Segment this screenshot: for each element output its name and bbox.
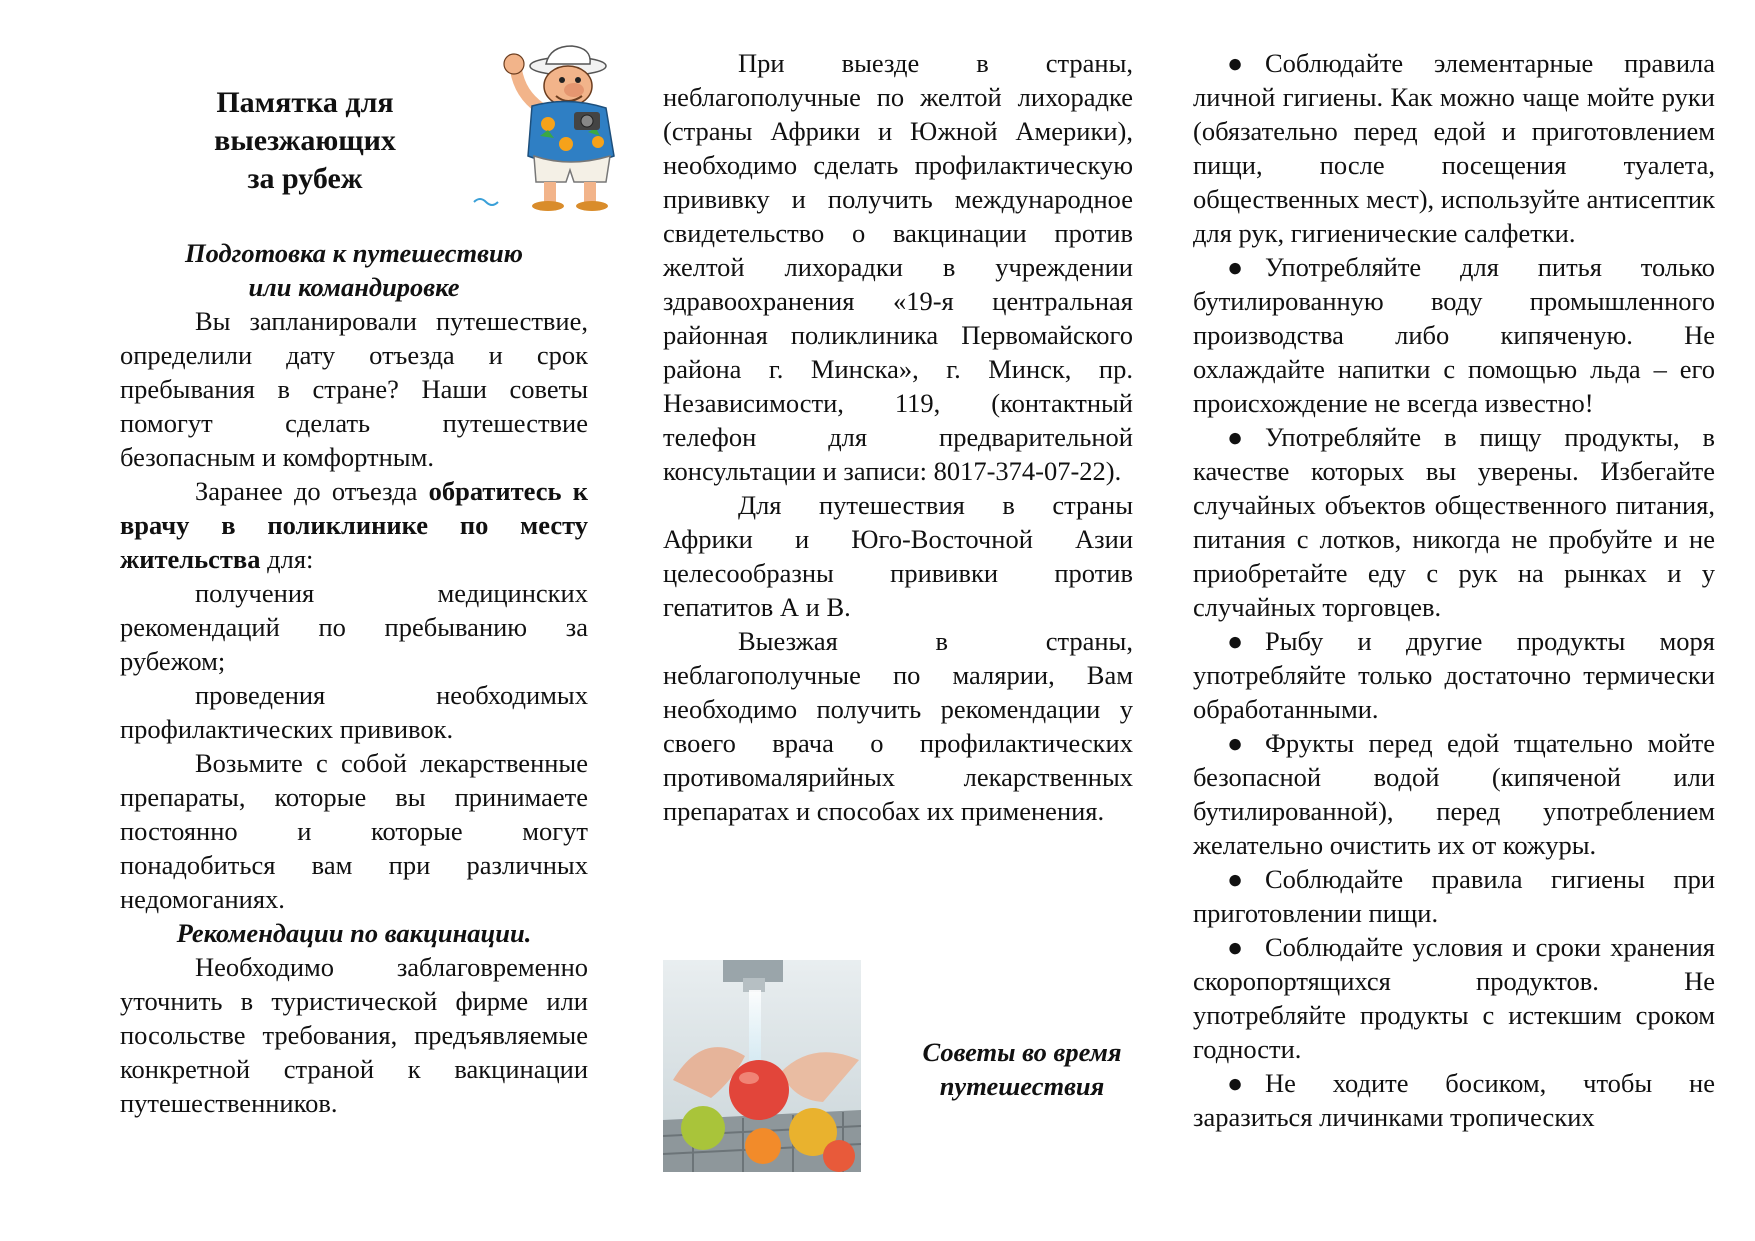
paragraph-malaria: Выезжая в страны, неблагополучные по малярии, Вам необходимо получить рекомендации у своего врача о профилактических противомалярийных лекарственных препаратах и способах их применения. bbox=[663, 626, 1133, 826]
section-heading-vaccination: Рекомендации по вакцинации. bbox=[176, 918, 532, 948]
heading-line-2: или командировке bbox=[248, 272, 460, 302]
column-2 bbox=[663, 0, 1133, 828]
bullet-marker: ● bbox=[1227, 1068, 1244, 1098]
column-3 bbox=[1193, 0, 1715, 1134]
bullet-item bbox=[1193, 46, 1715, 250]
advice-line-1: Советы во время bbox=[922, 1037, 1122, 1067]
title-line-2: выезжающих bbox=[214, 124, 396, 157]
bullet-text: Фрукты перед едой тщательно мойте безопасной водой (кипяченой или бутилированной), перед употреблением желательно очистить их от кожуры. bbox=[1193, 728, 1715, 860]
bullet-marker: ● bbox=[1227, 728, 1244, 758]
bullet-marker: ● bbox=[1227, 252, 1244, 282]
paragraph-vaccination-requirements: Необходимо заблаговременно уточнить в туристической фирме или посольстве требования, предъявляемые конкретной страной к вакцинации путешественников. bbox=[120, 952, 588, 1118]
consult-bold-text: обратитесь к врачу в поликлинике по месту жительства bbox=[120, 476, 589, 574]
bullet-item bbox=[1193, 420, 1715, 624]
paragraph-consult-doctor bbox=[120, 474, 588, 576]
bullet-item bbox=[1193, 624, 1715, 726]
bullet-marker: ● bbox=[1227, 932, 1244, 962]
title-line-1: Памятка для bbox=[216, 86, 394, 119]
bullet-text: Соблюдайте правила гигиены при приготовлении пищи. bbox=[1193, 864, 1715, 928]
washing-fruit-photo bbox=[663, 960, 861, 1172]
bullet-text: Не ходите босиком, чтобы не заразиться личинками тропических bbox=[1193, 1068, 1715, 1132]
bullet-marker: ● bbox=[1227, 422, 1244, 452]
bullet-text: Соблюдайте элементарные правила личной гигиены. Как можно чаще мойте руки (обязательно перед едой и приготовлением пищи, после посещения туалета, общественных мест), используйте антисептик для рук, гигиенические салфетки. bbox=[1193, 48, 1715, 248]
consult-tail-text: для: bbox=[260, 544, 314, 574]
title-line-3: за рубеж bbox=[247, 162, 363, 195]
paragraph-medicines: Возьмите с собой лекарственные препараты, которые вы принимаете постоянно и которые могут понадобиться вам при различных недомоганиях. bbox=[120, 748, 588, 914]
bullet-item bbox=[1193, 250, 1715, 420]
bullet-text: Употребляйте для питья только бутилированную воду промышленного производства либо кипяченую. Не охлаждайте напитки с помощью льда – его происхождение не всегда известно! bbox=[1193, 252, 1715, 418]
column-1 bbox=[120, 0, 588, 1120]
section-heading-travel-advice bbox=[912, 1035, 1132, 1103]
paragraph-vaccinations: проведения необходимых профилактических прививок. bbox=[120, 680, 588, 744]
consult-lead-text: Заранее до отъезда bbox=[195, 476, 429, 506]
bullet-item bbox=[1193, 726, 1715, 862]
heading-line-1: Подготовка к путешествию bbox=[184, 238, 524, 268]
bullet-text: Соблюдайте условия и сроки хранения скоропортящихся продуктов. Не употребляйте продукты с истекшим сроком годности. bbox=[1193, 932, 1715, 1064]
paragraph-intro: Вы запланировали путешествие, определили дату отъезда и срок пребывания в стране? Наши советы помогут сделать путешествие безопасным и комфортным. bbox=[120, 306, 588, 472]
paragraph-recommendations: получения медицинских рекомендаций по пребыванию за рубежом; bbox=[120, 578, 588, 676]
bullet-item bbox=[1193, 930, 1715, 1066]
advice-line-2: путешествия bbox=[939, 1071, 1105, 1101]
paragraph-hepatitis: Для путешествия в страны Африки и Юго-Восточной Азии целесообразны прививки против гепатитов А и В. bbox=[663, 490, 1133, 622]
section-heading-preparation bbox=[120, 236, 588, 304]
bullet-marker: ● bbox=[1227, 626, 1244, 656]
bullet-item bbox=[1193, 1066, 1715, 1134]
bullet-text: Употребляйте в пищу продукты, в качестве которых вы уверены. Избегайте случайных объектов общественного питания, питания с лотков, никогда не пробуйте и не приобретайте еду с рук на рынках и у случайных торговцев. bbox=[1193, 422, 1715, 622]
bullet-item bbox=[1193, 862, 1715, 930]
bullet-text: Рыбу и другие продукты моря употребляйте только достаточно термически обработанными. bbox=[1193, 626, 1715, 724]
paragraph-yellow-fever: При выезде в страны, неблагополучные по желтой лихорадке (страны Африки и Южной Америки), необходимо сделать профилактическую прививку и получить международное свидетельство о вакцинации против желтой лихорадки в учреждении здравоохранения «19-я центральная районная поликлиника Первомайского района г. Минска», г. Минск, пр. Независимости, 119, (контактный телефон для предварительной консультации и записи: 8017-374-07-22). bbox=[663, 48, 1133, 486]
bullet-marker: ● bbox=[1227, 864, 1244, 894]
bullet-marker: ● bbox=[1227, 48, 1244, 78]
